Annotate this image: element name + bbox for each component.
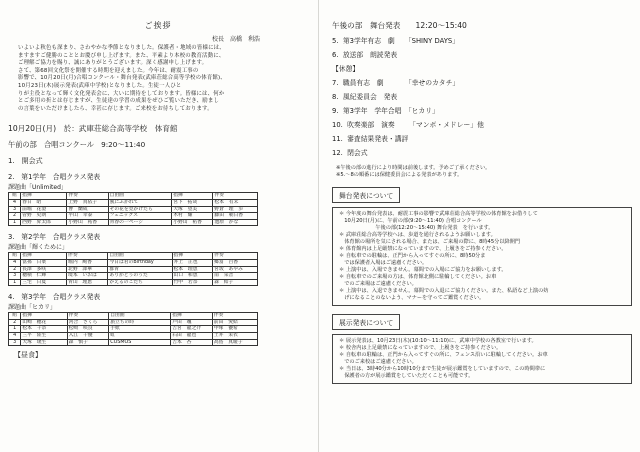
table-cell: 南 采音	[213, 273, 258, 280]
greeting-paragraph	[12, 45, 306, 113]
table-cell: 曹 蘭成	[67, 206, 108, 213]
table-cell: 2	[9, 319, 21, 326]
info-line: ＊ 体育館内は上足厳禁になっていますので、上履きをご持参ください。	[339, 246, 507, 252]
afternoon-session-heading: 午後の部 舞台発表 12:20～15:40	[332, 21, 467, 30]
table-cell: 松本 千奈	[21, 326, 67, 333]
table-header: 指揮	[172, 253, 213, 260]
table-cell: 長澤 多咲	[21, 266, 67, 273]
greeting-line: の言葉をいただけましたら、幸甚に存じます。ご来校をお待ちしております。	[18, 105, 213, 112]
table-cell: 春日 昭	[21, 199, 67, 206]
grade3-table	[8, 312, 258, 346]
program-item	[332, 105, 632, 115]
table-cell: 竹中 若奈	[172, 279, 213, 286]
table-cell: 河合 さくら	[67, 319, 109, 326]
table-header: 自由曲	[108, 253, 172, 260]
info-line: でのご来校はご遠慮ください。	[339, 359, 417, 365]
table-cell: 小野山 祐香	[67, 219, 108, 226]
table-header: 自由曲	[108, 193, 172, 200]
item-number: 7.	[332, 79, 339, 87]
info-line: げになることのないよう、マナーを守ってご鑑賞ください。	[339, 295, 485, 301]
item-number: 9.	[332, 107, 339, 115]
table-cell: COSMOS	[109, 339, 171, 346]
info-line: ＊ 上演中は、入退できません。幕間での入退にご協力ください。また、私語など上演の妨	[339, 288, 549, 294]
table-cell: 郷富 百香	[213, 259, 258, 266]
table-cell: 2	[9, 266, 21, 273]
table-cell: 藤田 朝日香	[213, 213, 258, 220]
table-cell: フェニックス	[108, 213, 172, 220]
grade2-table	[8, 252, 258, 286]
table-row	[9, 219, 258, 226]
table-header: 伴奏	[213, 253, 258, 260]
grade1-set-song: 課題曲「Unlimited」	[8, 184, 67, 192]
table-header: 指揮	[21, 313, 67, 320]
table-cell: 旅立ちの時	[109, 319, 171, 326]
item-number: 6.	[332, 51, 339, 59]
table-cell: 菅野 史朗	[21, 213, 67, 220]
table-cell: 2	[9, 213, 21, 220]
info-line: ＊ 自転車でのご来場の方は、体育館北側に駐輪してください。お車	[339, 274, 497, 280]
table-row	[9, 279, 258, 286]
table-row	[9, 213, 258, 220]
info-line: ＊ 今年度の舞台発表は、耐震工事の影響で武庫荘総合高等学校の体育館をお借りして	[339, 211, 538, 217]
item-title: 放送部 朗読発表	[342, 51, 398, 59]
schedule-notes	[336, 165, 632, 179]
item-number: 5.	[332, 37, 339, 45]
table-cell: 大塚 望美	[172, 206, 213, 213]
table-header: 組	[9, 313, 21, 320]
table-cell: 上野 真依子	[67, 199, 108, 206]
page-fold-divider	[318, 0, 319, 452]
lunch-break: 【昼食】	[14, 351, 42, 360]
info-line: でのご来場はご遠慮ください。	[339, 281, 417, 287]
table-cell: 4	[9, 333, 21, 340]
table-cell: 松本 理恵	[172, 266, 213, 273]
greeting-line: 影響で、10月20日(月)合唱コンクール・舞台発表(武庫荘総合高等学校の体育館)、	[18, 75, 226, 82]
table-cell: 三平 陸生	[21, 333, 67, 340]
table-cell: 木村 耀	[172, 213, 213, 220]
table-cell: 野倉 理 歩	[213, 206, 258, 213]
greeting-line: ますますご健勝のこととお慶び申し上げます。また、平素より本校の教育活動に、	[18, 52, 225, 59]
item-detail: 「ヒカリ」	[404, 107, 439, 115]
table-cell: ありがとうのうた	[108, 273, 172, 280]
table-row	[9, 319, 258, 326]
item-title: 閉会式	[347, 149, 368, 157]
table-cell: 青春の一ページ	[108, 219, 172, 226]
table-cell: 井上 正也	[172, 259, 213, 266]
table-row	[9, 266, 258, 273]
table-header-row	[9, 193, 258, 200]
table-cell: 1	[9, 326, 21, 333]
program-item	[332, 147, 632, 157]
info-line: 午後の部(12:20～15:40) 舞台発表 を行います。	[339, 225, 494, 231]
info-line: 保護者の方が展示鑑賞をしていただくことも可能です。	[339, 373, 474, 379]
table-cell: 森 慎子	[67, 339, 109, 346]
table-cell: 松崎 咲良	[67, 326, 109, 333]
table-cell: 北野 澤華	[67, 266, 108, 273]
program-item	[332, 77, 632, 87]
greeting-line: とご多用の折とは存じますが、生徒達の学習の成果をぜひご覧いただき、励まし	[18, 98, 220, 105]
table-cell: 吉宮 龍之介	[171, 326, 213, 333]
morning-session-heading: 午前の部 合唱コンクール 9:20～11:40	[8, 140, 146, 150]
table-cell: 今日は君のBirthday	[108, 259, 172, 266]
table-cell: 4	[9, 199, 21, 206]
table-row	[9, 206, 258, 213]
event-date-venue: 10月20日(月) 於：武庫荘総合高等学校 体育館	[8, 124, 178, 134]
grade2-set-song: 課題曲「輝くために」	[8, 244, 69, 252]
table-header: 指揮	[172, 193, 213, 200]
table-cell: 石田 龍也	[171, 333, 213, 340]
info-line: ＊ 自転車の駐輪は、正門から入ってすぐの所に、フェンス沿いに駐輪してください。お車	[339, 352, 548, 358]
item-number: 10.	[332, 121, 343, 129]
program-item	[332, 133, 632, 143]
principal-name: 校長 高橋 利浩	[211, 36, 260, 43]
table-cell: 風にふかれて	[108, 199, 172, 206]
greeting-line: ご理解ご協力を賜り、誠にありがとうございます。深く感謝申し上げます。	[18, 60, 208, 67]
table-cell: 富孫 日菜	[21, 259, 67, 266]
info-line: 10月20日(月)に、午前の部(9:20～11:40) 合唱コンクール	[339, 218, 482, 224]
info-line: 体育館の場所を気にされる場合、または、ご来場の際に、8時45分以降開門	[339, 239, 521, 245]
program-item	[332, 119, 632, 129]
info-line: ＊ 当日は、3時40分から10時10分まで生徒が展示鑑賞をしていますので、この時間帯に	[339, 366, 546, 372]
opening-ceremony: 1. 開会式	[8, 157, 43, 166]
table-cell: 前堀 花澄	[21, 206, 67, 213]
table-cell: 宮坂 あやみ	[213, 266, 258, 273]
table-row	[9, 273, 258, 280]
table-cell: 前田 愛結	[212, 319, 257, 326]
table-cell: 森 結子	[213, 279, 258, 286]
table-header: 組	[9, 253, 21, 260]
table-cell: 土井 茉衣	[212, 333, 257, 340]
table-cell: 1	[9, 219, 21, 226]
table-header: 伴奏	[67, 193, 108, 200]
grade3-set-song: 課題曲「ヒカリ」	[8, 304, 57, 312]
info-line: ＊ 校舎内は上足厳禁になっていますので、上履きをご持参ください。	[339, 345, 502, 351]
table-cell: 3	[9, 339, 21, 346]
table-header: 伴奏	[213, 193, 258, 200]
greeting-line: いよいよ秋色も深まり、さわやかな季節となりました。保護者・地域の皆様には、	[18, 45, 225, 51]
item-title: 第3学年有志 劇	[342, 37, 395, 45]
table-cell: 青山 理恵	[67, 279, 108, 286]
greeting-line: りが主役となって輝く文化発表会に、大いに期待をしております。皆様には、何か	[18, 90, 225, 97]
table-cell: 手紙	[109, 326, 171, 333]
table-cell: かえるのこだち	[108, 279, 172, 286]
greeting-title: ご挨拶	[144, 21, 172, 30]
table-cell: 高島 真暖子	[212, 339, 257, 346]
table-cell: 群青	[108, 266, 172, 273]
greeting-line: 10月23日(木)展示発表(武庫中学校)となりました。生徒一人ひと	[18, 82, 182, 89]
table-header: 伴奏	[67, 313, 109, 320]
item-number: 8.	[332, 93, 339, 101]
display-info-title: 展示発表について	[332, 314, 400, 330]
table-header-row	[9, 253, 258, 260]
table-header: 組	[9, 193, 21, 200]
stage-info-title: 舞台発表について	[332, 187, 400, 203]
table-cell: 3	[9, 206, 21, 213]
item-title: 審査結果発表・講評	[347, 135, 409, 143]
table-header: 指揮	[21, 193, 67, 200]
table-header-row	[9, 313, 258, 320]
table-cell: 戸田 颯	[171, 319, 213, 326]
table-cell: 吉本 杏	[171, 339, 213, 346]
table-cell: 虹	[109, 333, 171, 340]
table-cell: 4	[9, 259, 21, 266]
item-title: 職員有志 劇	[342, 79, 384, 87]
table-cell: 松本 有未	[213, 199, 258, 206]
grade3-heading: 4. 第3学年 合唱クラス発表	[8, 293, 101, 302]
table-cell: 中塚 優希	[212, 326, 257, 333]
table-cell: 大塚 琉生	[21, 339, 67, 346]
table-cell: 山口 和恵	[172, 273, 213, 280]
note-line: ※5.～8の順番には保健委員会による発表があります。	[336, 172, 463, 178]
table-cell: 三宅 日夏	[21, 279, 67, 286]
program-item	[332, 49, 632, 59]
greeting-line: さて、第68回文化祭を開催する時期を迎えました。今年は、耐震工事の	[18, 67, 199, 74]
program-item	[332, 35, 632, 45]
table-cell: 山崎 穂花	[21, 319, 67, 326]
table-cell: 西野 昇太郎	[21, 219, 67, 226]
item-title: 第3学年 学年合唱	[342, 107, 402, 115]
intermission-label: 【休憩】	[332, 65, 360, 73]
program-item	[332, 91, 632, 101]
item-title: 風紀委員会 発表	[342, 93, 398, 101]
table-cell: 宮下 拓哉	[172, 199, 213, 206]
info-line: ＊ 武庫荘総合高等学校へは、歩道を通行されるようお願いします。	[339, 232, 496, 238]
item-title: 吹奏楽部 演奏	[347, 121, 395, 129]
table-row	[9, 199, 258, 206]
table-header: 指揮	[171, 313, 213, 320]
table-cell: 穂積 仁輝	[21, 273, 67, 280]
grade1-table	[8, 192, 258, 226]
item-detail: 「SHINY DAYS」	[404, 37, 459, 45]
table-row	[9, 259, 258, 266]
table-header: 自由曲	[109, 313, 171, 320]
item-detail: 「幸せのカタチ」	[404, 79, 460, 87]
table-header: 指揮	[21, 253, 67, 260]
table-cell: その花を見かけたら	[108, 206, 172, 213]
table-cell: 平山 幸泰	[67, 213, 108, 220]
table-row	[9, 333, 258, 340]
table-header: 伴奏	[67, 253, 108, 260]
item-number: 11.	[332, 135, 343, 143]
grade2-heading: 3. 第2学年 合唱クラス発表	[8, 233, 101, 242]
stage-info-box	[332, 207, 632, 306]
table-header: 伴奏	[212, 313, 257, 320]
right-column	[332, 6, 632, 384]
table-cell: 堀内 絢香	[67, 259, 108, 266]
info-line: ＊ 上演中は、入場できません。幕間での入場にご協力をお願いします。	[339, 267, 507, 273]
table-cell: 境本 いおは	[67, 273, 108, 280]
item-number: 12.	[332, 149, 343, 157]
table-row	[9, 326, 258, 333]
item-detail: 「マンボ・メドレー」他	[409, 121, 484, 129]
table-row	[9, 339, 258, 346]
table-cell: 3	[9, 273, 21, 280]
table-cell: 1	[9, 279, 21, 286]
grade1-heading: 2. 第1学年 合唱クラス発表	[8, 173, 101, 182]
table-cell: 入江 千優	[67, 333, 109, 340]
info-line: ＊ 自転車での駐輪は、正門から入ってすぐの所に、8時50分ま	[339, 253, 486, 259]
table-cell: 小野山 祐香	[172, 219, 213, 226]
note-line: ※午後の部の進行により時間は前後します。予めご了承ください。	[336, 165, 491, 171]
table-cell: 池原 かな	[213, 219, 258, 226]
left-column	[8, 6, 308, 360]
info-line: では保護者入場はご遠慮ください。	[339, 260, 428, 266]
info-line: ＊ 展示発表は、10月23日(木)(10:10～11:10)に、武庫中学校の各教室で行います。	[339, 338, 537, 344]
display-info-box	[332, 334, 632, 384]
